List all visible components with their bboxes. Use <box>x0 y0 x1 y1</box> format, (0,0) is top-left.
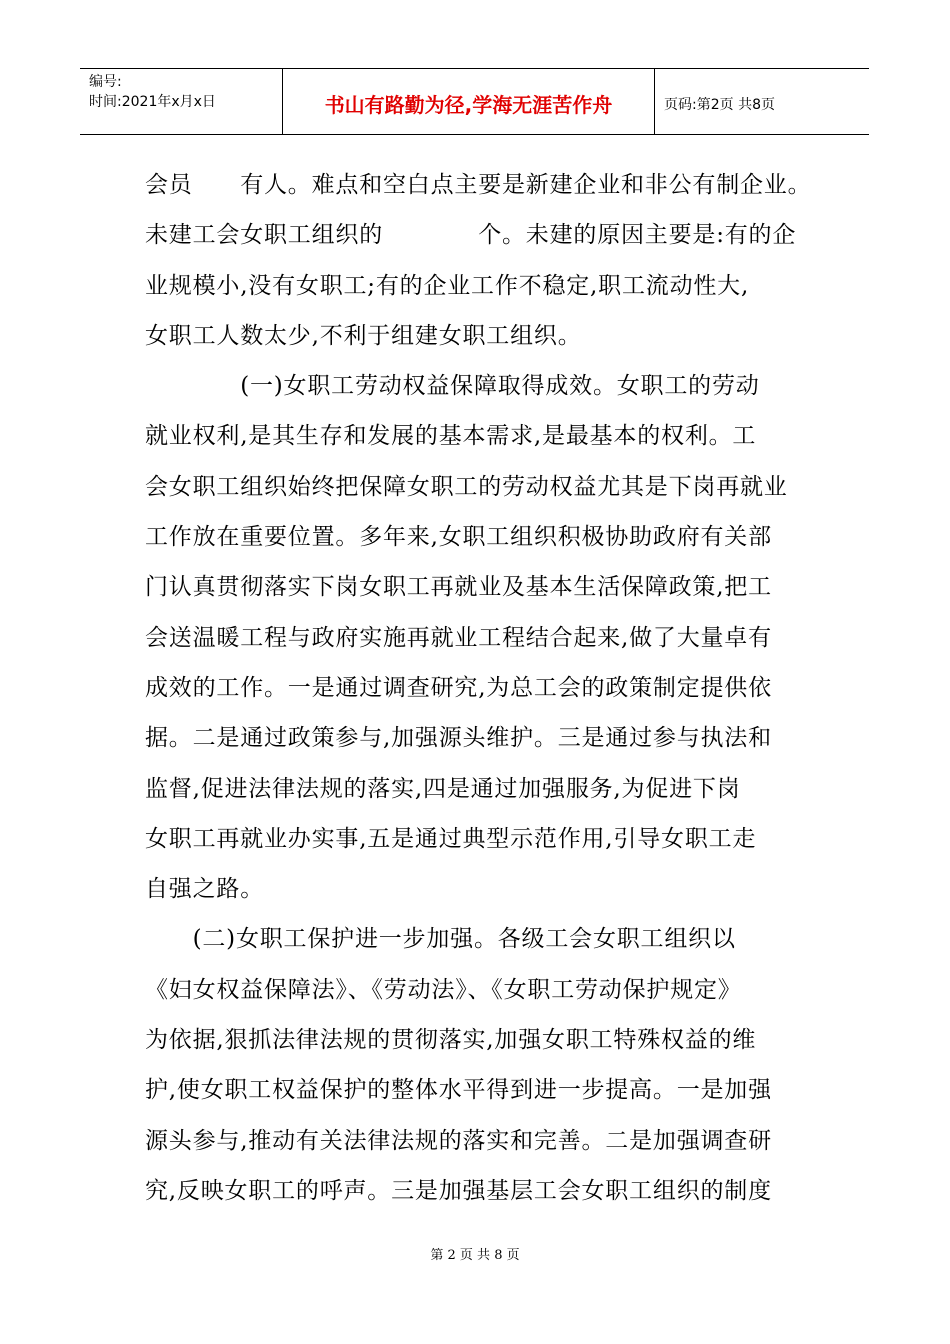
body-line: 《妇女权益保障法》、《劳动法》、《女职工劳动保护规定》 <box>145 976 742 1003</box>
body-line: 门认真贯彻落实下岗女职工再就业及基本生活保障政策,把工 <box>145 574 772 601</box>
body-line: 监督,促进法律法规的落实,四是通过加强服务,为促进下岗 <box>145 775 741 802</box>
body-line: 就业权利,是其生存和发展的基本需求,是最基本的权利。工 <box>145 423 757 450</box>
body-line: 护,使女职工权益保护的整体水平得到进一步提高。一是加强 <box>145 1077 772 1104</box>
body-line: 成效的工作。一是通过调查研究,为总工会的政策制定提供依 <box>145 674 772 701</box>
header-meta <box>80 69 283 134</box>
body-line: 女职工再就业办实事,五是通过典型示范作用,引导女职工走 <box>145 825 757 852</box>
body-line: 自强之路。 <box>145 876 264 903</box>
header-number-label: 编号: <box>89 74 122 90</box>
body-line: (一)女职工劳动权益保障取得成效。女职工的劳动 <box>145 373 760 400</box>
page-footer: 第 2 页 共 8 页 <box>430 1248 520 1263</box>
body-line: 会送温暖工程与政府实施再就业工程结合起来,做了大量卓有 <box>145 624 772 651</box>
body-line: 究,反映女职工的呼声。三是加强基层工会女职工组织的制度 <box>145 1177 772 1204</box>
header-motto: 书山有路勤为径,学海无涯苦作舟 <box>283 69 655 134</box>
header-date-label: 时间:2021年x月x日 <box>89 94 216 110</box>
document-body <box>145 160 812 1216</box>
body-line: 会员 有人。难点和空白点主要是新建企业和非公有制企业。 <box>145 172 812 198</box>
page-header <box>80 68 869 135</box>
body-line: 女职工人数太少,不利于组建女职工组织。 <box>145 322 582 349</box>
body-line: 会女职工组织始终把保障女职工的劳动权益尤其是下岗再就业 <box>145 473 788 500</box>
header-page-label: 页码:第2页 共8页 <box>664 96 775 113</box>
body-line: 为依据,狠抓法律法规的贯彻落实,加强女职工特殊权益的维 <box>145 1027 757 1054</box>
body-line: (二)女职工保护进一步加强。各级工会女职工组织以 <box>145 926 736 953</box>
body-line: 源头参与,推动有关法律法规的落实和完善。二是加强调查研 <box>145 1127 772 1154</box>
body-line: 据。二是通过政策参与,加强源头维护。三是通过参与执法和 <box>145 725 772 752</box>
body-line: 未建工会女职工组织的 个。未建的原因主要是:有的企 <box>145 222 797 249</box>
body-line: 业规模小,没有女职工;有的企业工作不稳定,职工流动性大, <box>145 272 750 299</box>
body-line: 工作放在重要位置。多年来,女职工组织积极协助政府有关部 <box>145 524 772 551</box>
